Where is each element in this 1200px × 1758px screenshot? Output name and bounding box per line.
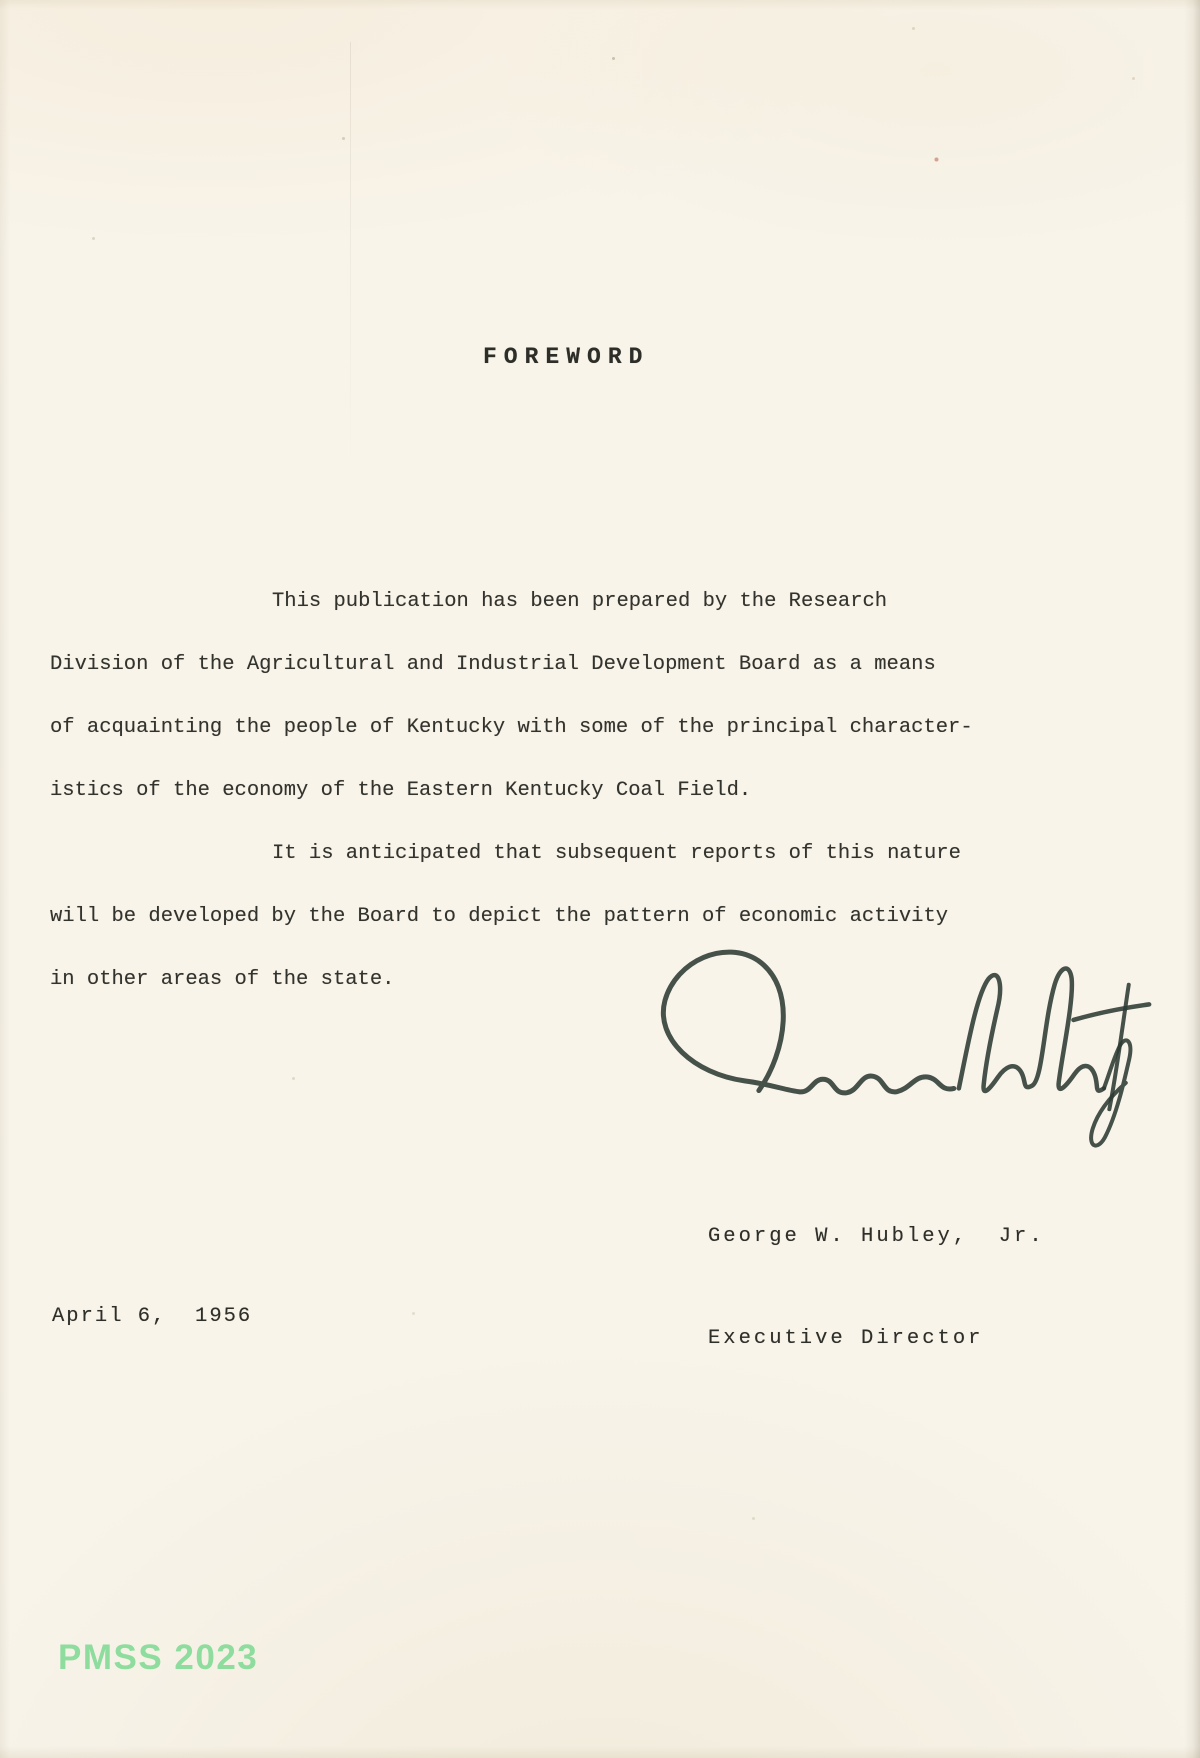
paper-crease — [350, 42, 351, 472]
paragraph1-line2: Division of the Agricultural and Industrial Development Board as a means — [50, 653, 936, 676]
signatory-title: Executive Director — [708, 1327, 984, 1350]
paragraph1-line3: of acquainting the people of Kentucky with some of the principal character- — [50, 716, 973, 739]
watermark: PMSS 2023 — [58, 1638, 259, 1677]
paper-specks — [612, 57, 615, 60]
signatory-block — [708, 1152, 1045, 1424]
paragraph1-line4: istics of the economy of the Eastern Kentucky Coal Field. — [50, 779, 752, 802]
paragraph1-line1: This publication has been prepared by the Research — [272, 590, 888, 613]
paragraph2-line3: in other areas of the state. — [50, 968, 395, 991]
signatory-name: George W. Hubley, Jr. — [708, 1225, 1045, 1248]
paragraph2-line2: will be developed by the Board to depict the pattern of economic activity — [50, 905, 949, 928]
document-date: April 6, 1956 — [52, 1305, 253, 1328]
page-title: FOREWORD — [483, 344, 650, 370]
paragraph2-line1: It is anticipated that subsequent reports of this nature — [272, 842, 961, 865]
signature-icon — [606, 922, 1156, 1173]
